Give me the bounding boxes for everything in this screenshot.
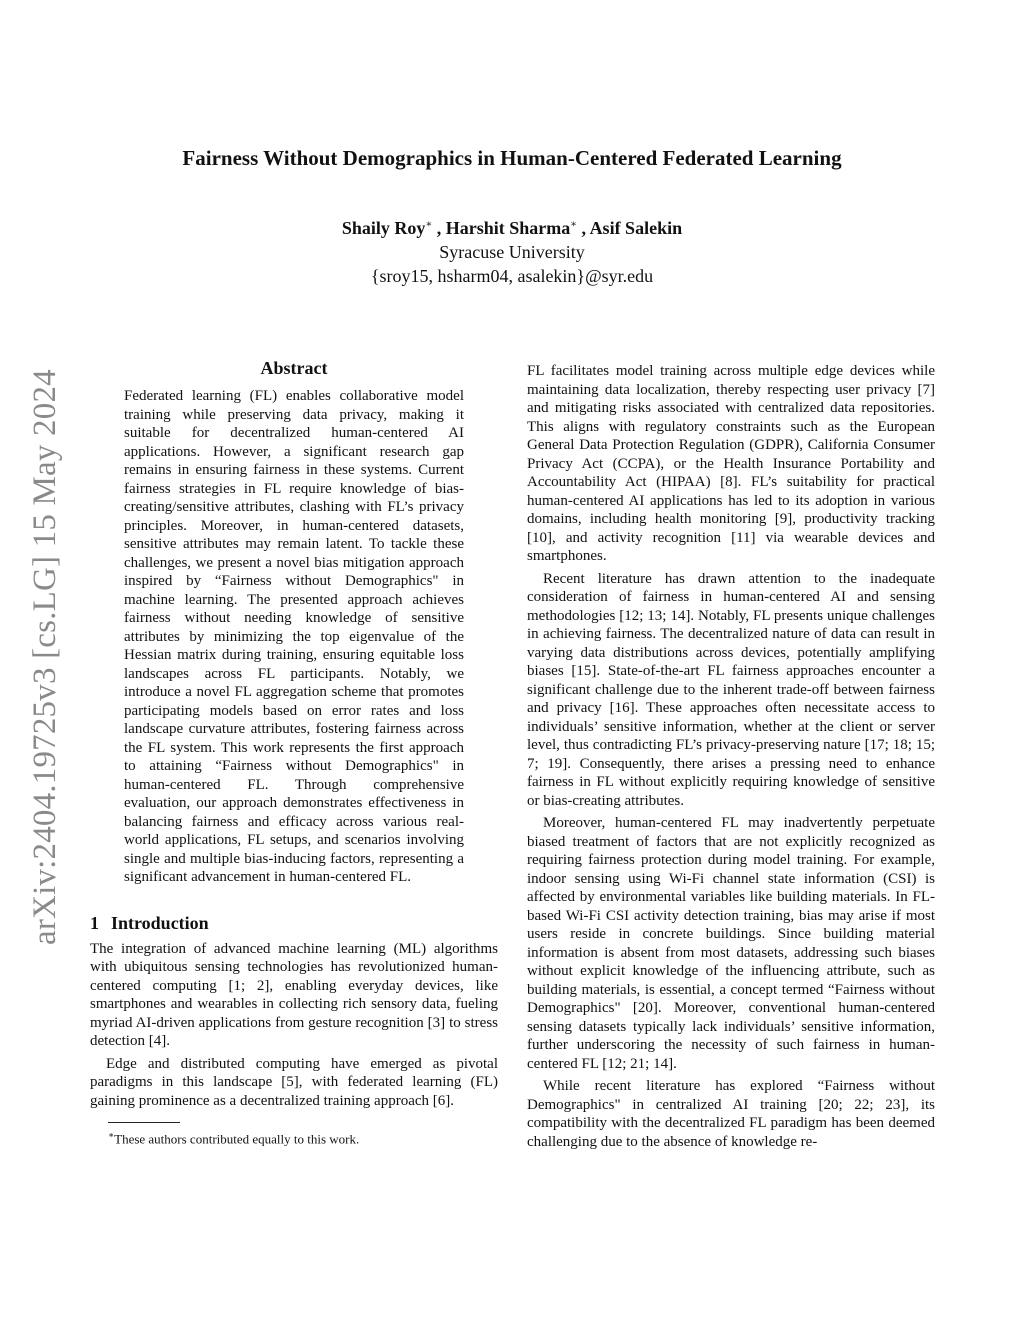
paragraph: Recent literature has drawn attention to the inadequate consideration of fairness in human-centered AI and sensing methodologies [12; 13; 14]. Notably, FL presents unique challenges in achieving fairness. The decentralized nature of data can result in varying data distributions across devices, potentially amplifying biases [15]. State-of-the-art FL fairness approaches encounter a significant challenge due to the inherent trade-off between fairness and privacy [16]. These approaches often necessitate access to individuals’ sensitive information, whether at the client or server level, thus contradicting FL’s privacy-preserving nature [17; 18; 15; 7; 19]. Consequently, there arises a pressing need to enhance fairness in FL without explicitly requiring knowledge of sensitive or bias-creating attributes. (527, 570, 935, 809)
paragraph: While recent literature has explored “Fairness without Demographics" in centralized AI training [20; 22; 23], its compatibility with the decentralized FL paradigm has been deemed challenging due to the absence of knowledge re- (527, 1078, 935, 1150)
section-number: 1 (90, 912, 99, 933)
paper-title: Fairness Without Demographics in Human-Centered Federated Learning (182, 146, 842, 170)
section-title: Introduction (111, 912, 209, 933)
right-column (527, 362, 935, 1155)
section-heading (90, 913, 498, 934)
arxiv-stamp: arXiv:2404.19725v3 [cs.LG] 15 May 2024 (27, 369, 63, 945)
abstract-text: Federated learning (FL) enables collaborative model training while preserving data privacy, making it suitable for decentralized human-centered AI applications. However, a significant research gap remains in ensuring fairness in these systems. Current fairness strategies in FL require knowledge of bias-creating/sensitive attributes, clashing with FL’s privacy principles. Moreover, in human-centered datasets, sensitive attributes may remain latent. To tackle these challenges, we present a novel bias mitigation approach inspired by “Fairness without Demographics" in machine learning. The presented approach achieves fairness without needing knowledge of sensitive attributes by minimizing the top eigenvalue of the Hessian matrix during training, ensuring equitable loss landscapes across FL participants. Notably, we introduce a novel FL aggregation scheme that promotes participating models based on error rates and loss landscape curvature attributes, fostering fairness across the FL system. This work represents the first approach to attaining “Fairness without Demographics" in human-centered FL. Through comprehensive evaluation, our approach demonstrates effectiveness in balancing fairness and efficacy across various real-world applications, FL setups, and scenarios involving single and multiple bias-inducing factors, representing a significant advancement in human-centered FL. (124, 388, 464, 885)
author-emails: {sroy15, hsharm04, asalekin}@syr.edu (370, 266, 654, 286)
author-name: Shaily Roy (341, 218, 426, 238)
author-name: Asif Salekin (589, 218, 683, 238)
author-name: Harshit Sharma (445, 218, 571, 238)
left-column (90, 358, 498, 1146)
paragraph: FL facilitates model training across multiple edge devices while maintaining data localization, thereby respecting user privacy [7] and mitigating risks associated with centralized data repositories. This aligns with regulatory constraints such as the European General Data Protection Regulation (GDPR), California Consumer Privacy Act (CCPA), or the Health Insurance Portability and Accountability Act (HIPAA) [8]. FL’s suitability for practical human-centered AI applications has led to its adoption in various domains, including health monitoring [9], productivity tracking [10], and activity recognition [11] via wearable devices and smartphones. (527, 363, 935, 564)
footnote-divider (108, 1122, 180, 1123)
affiliation: Syracuse University (439, 242, 585, 262)
paragraph: Edge and distributed computing have emerged as pivotal paradigms in this landscape [5], with federated learning (FL) gaining prominence as a decentralized training approach [6]. (90, 1055, 498, 1109)
author-names: Shaily Roy∗ , Harshit Sharma∗ , Asif Salekin (341, 218, 683, 238)
paragraph: The integration of advanced machine learning (ML) algorithms with ubiquitous sensing technologies has revolutionized human-centered computing [1; 2], enabling everyday devices, like smartphones and wearables in collecting rich sensory data, fueling myriad AI-driven applications from gesture recognition [3] to stress detection [4]. (90, 940, 498, 1049)
author-block (0, 213, 1024, 288)
footnote: ∗These authors contributed equally to this work. (108, 1130, 360, 1147)
abstract-heading: Abstract (260, 358, 328, 378)
paragraph: Moreover, human-centered FL may inadvertently perpetuate biased treatment of factors that are not explicitly recognized as requiring fairness protection during model training. For example, indoor sensing using Wi-Fi channel state information (CSI) is affected by environmental variables like building materials. In FL-based Wi-Fi CSI activity detection training, bias may arise if most users reside in concrete buildings. Since building material information is absent from most datasets, addressing such biases without explicit knowledge of the influencing attribute, such as building materials, is essential, a concept termed “Fairness without Demographics" [20]. Moreover, conventional human-centered sensing datasets typically lack individuals’ sensitive information, further underscoring the necessity of such fairness in human-centered FL [12; 21; 14]. (527, 815, 935, 1072)
